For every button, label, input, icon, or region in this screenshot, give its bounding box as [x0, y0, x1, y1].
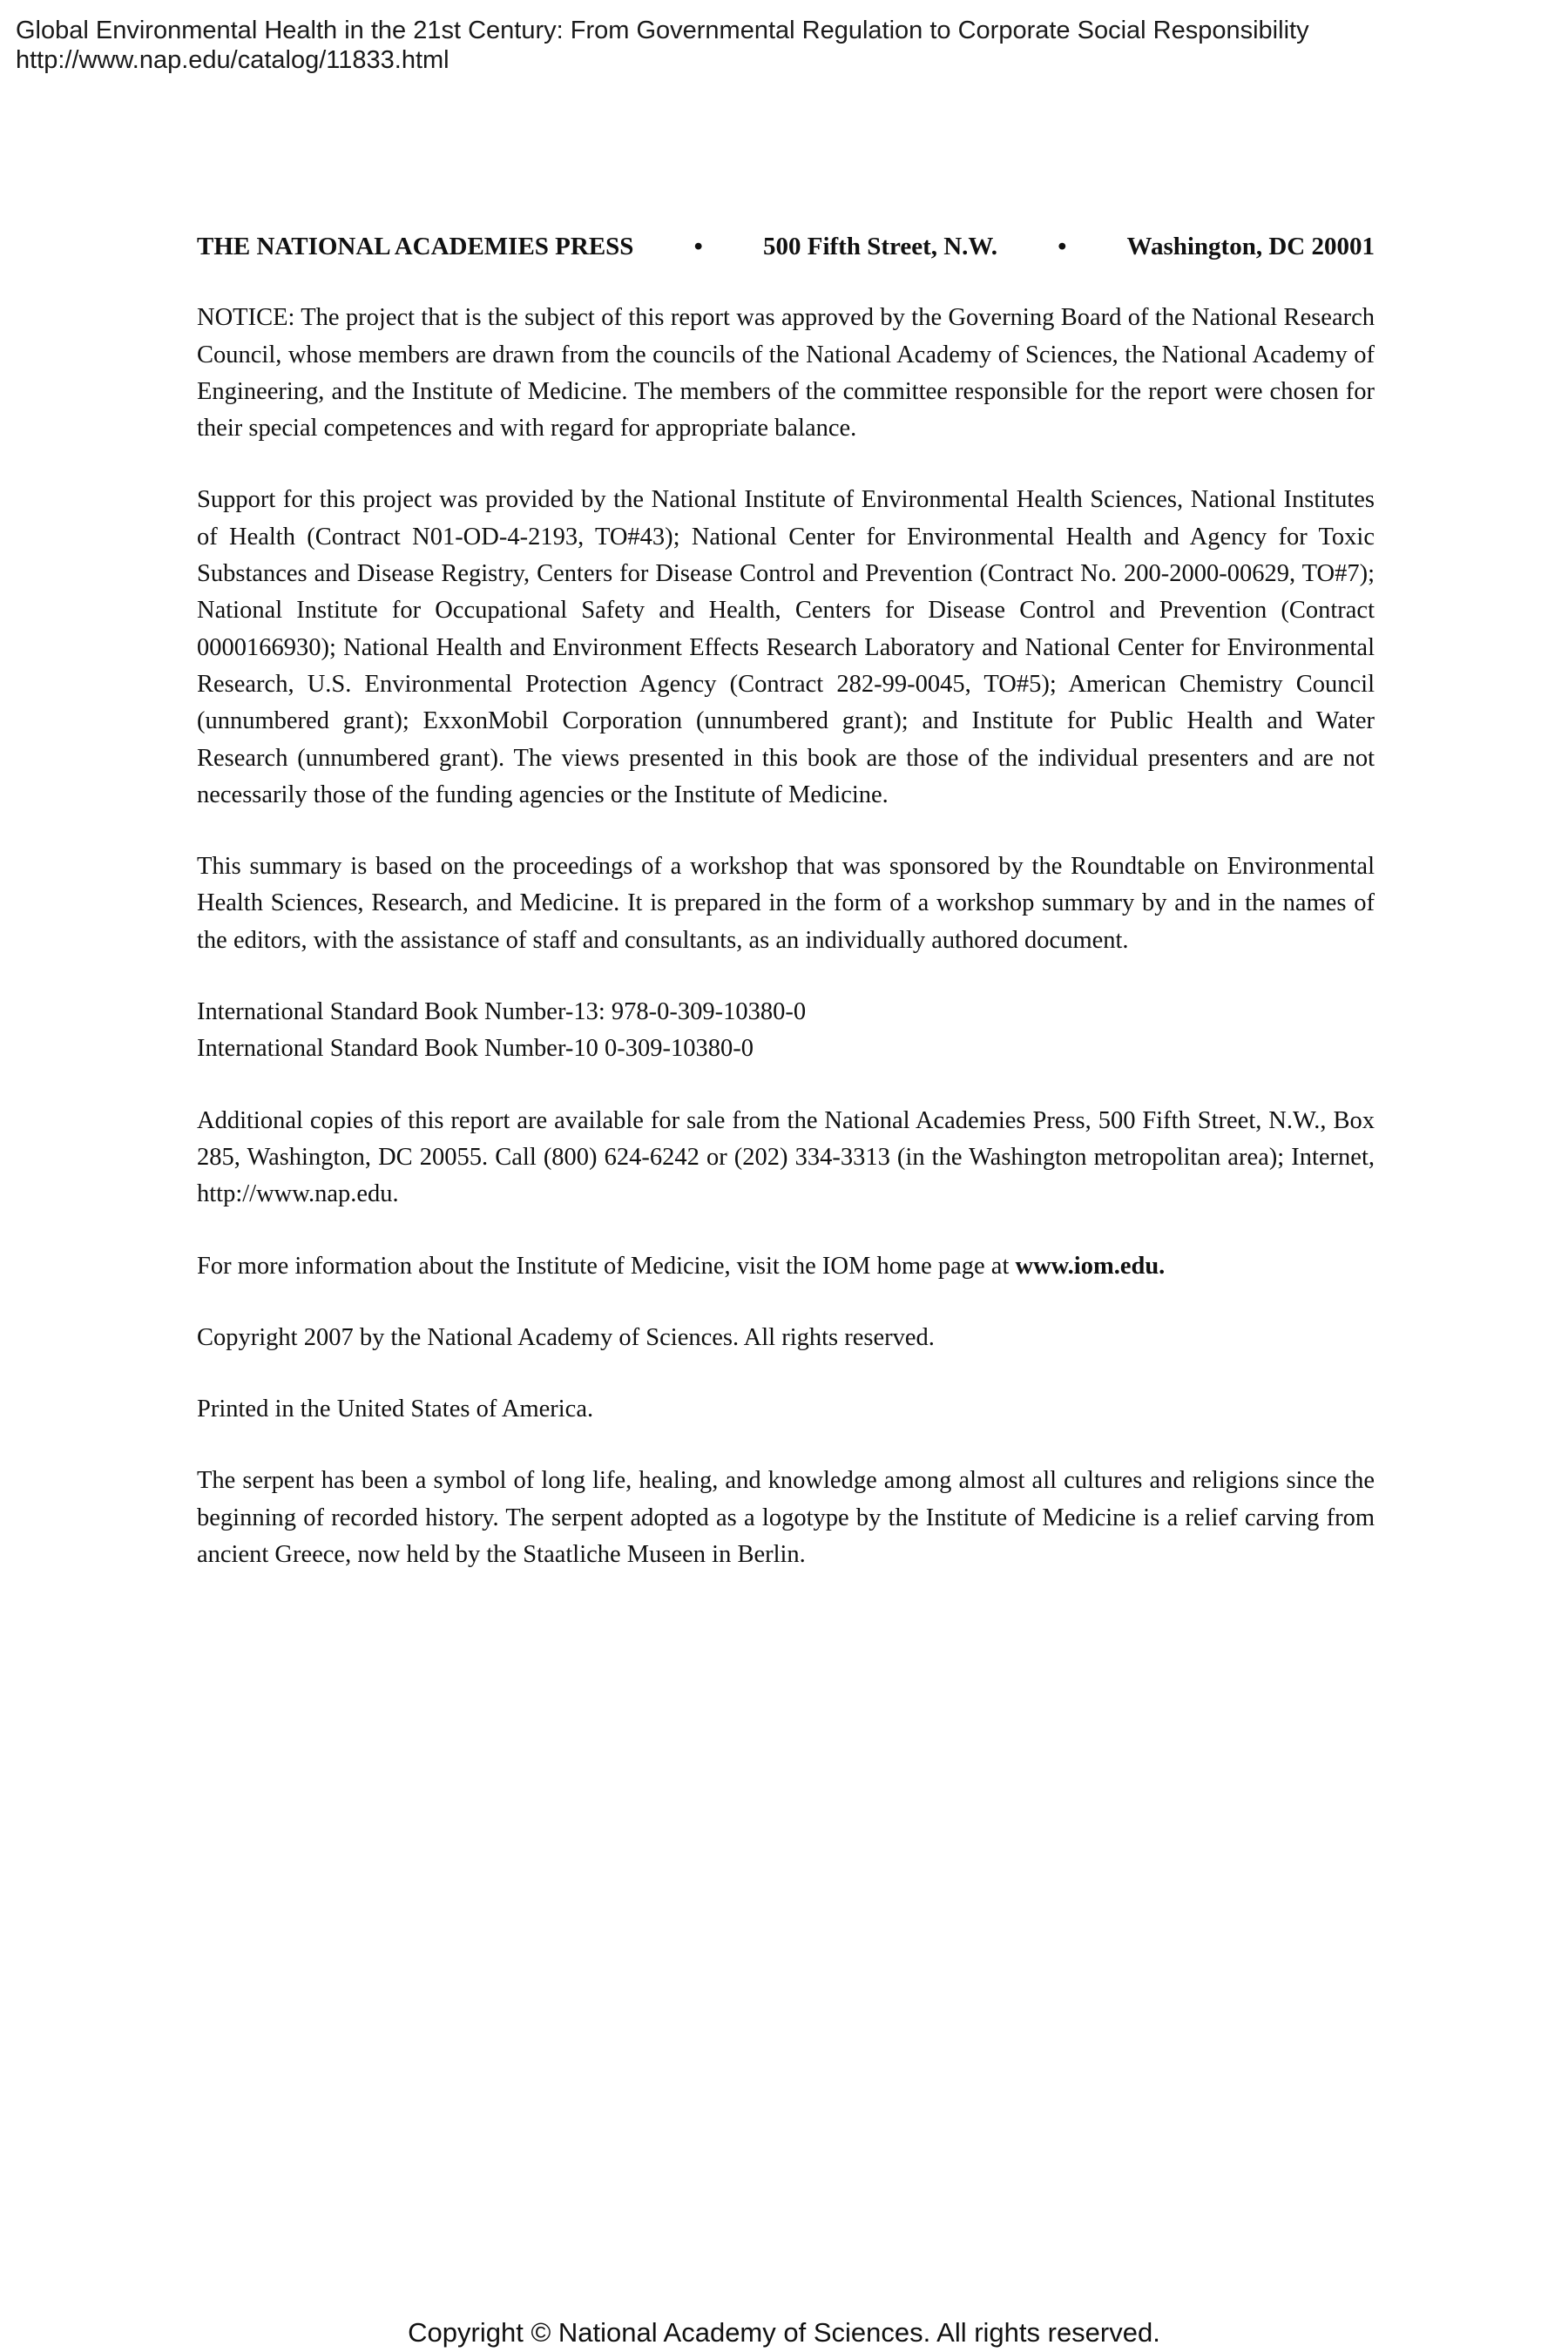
page-header	[16, 16, 1309, 75]
publisher-city: Washington, DC 20001	[1126, 233, 1375, 260]
iom-link[interactable]: www.iom.edu.	[1015, 1252, 1166, 1280]
separator-bullet: •	[693, 233, 703, 260]
serpent-paragraph: The serpent has been a symbol of long life, healing, and knowledge among almost all cultures and religions since the beginning of recorded history. The serpent adopted as a logotype by the Institute of Medicine is a relief carving from ancient Greece, now held by the Staatliche Museen in Berlin.	[197, 1467, 1375, 1569]
copyright-page-body	[197, 228, 1375, 1573]
support-paragraph: Support for this project was provided by the National Institute of Environmental Health Sciences, National Institutes of Health (Contract N01-OD-4-2193, TO#43); National Center for Environmental Health and Agency for Toxic Substances and Disease Registry, Centers for Disease Control and Prevention (Contract No. 200-2000-00629, TO#7); National Institute for Occupational Safety and Health, Centers for Disease Control and Prevention (Contract 0000166930); National Health and Environment Effects Research Laboratory and National Center for Environmental Research, U.S. Environmental Protection Agency (Contract 282-99-0045, TO#5); American Chemistry Council (unnumbered grant); ExxonMobil Corporation (unnumbered grant); and Institute for Public Health and Water Research (unnumbered grant). The views presented in this book are those of the individual presenters and are not necessarily those of the funding agencies or the Institute of Medicine.	[197, 486, 1375, 808]
separator-bullet: •	[1058, 233, 1067, 260]
isbn-13: International Standard Book Number-13: 978-0-309-10380-0	[197, 998, 807, 1026]
page-footer: Copyright © National Academy of Sciences. All rights reserved.	[408, 2317, 1160, 2348]
more-info-paragraph	[197, 1248, 1375, 1285]
isbn-10: International Standard Book Number-10 0-309-10380-0	[197, 1035, 754, 1063]
printed-statement: Printed in the United States of America.	[197, 1396, 594, 1423]
notice-paragraph: NOTICE: The project that is the subject of this report was approved by the Governing Board of the National Research Council, whose members are drawn from the councils of the National Academy of Sciences, the National Academy of Engineering, and the Institute of Medicine. The members of the committee responsible for the report were chosen for their special competences and with regard for appropriate balance.	[197, 304, 1375, 443]
copies-paragraph: Additional copies of this report are available for sale from the National Academies Press, 500 Fifth Street, N.W., Box 285, Washington, DC 20055. Call (800) 624-6242 or (202) 334-3313 (in the Washington metropolitan area); Internet, http://www.nap.edu.	[197, 1106, 1375, 1208]
book-title: Global Environmental Health in the 21st Century: From Governmental Regulation to Corporate Social Responsibility	[16, 17, 1309, 44]
publisher-name: THE NATIONAL ACADEMIES PRESS	[197, 233, 634, 260]
catalog-url[interactable]: http://www.nap.edu/catalog/11833.html	[16, 46, 449, 74]
summary-paragraph: This summary is based on the proceedings of a workshop that was sponsored by the Roundtable on Environmental Health Sciences, Research, and Medicine. It is prepared in the form of a workshop summary by and in the names of the editors, with the assistance of staff and consultants, as an individually authored document.	[197, 853, 1375, 954]
isbn-block	[197, 994, 1375, 1068]
copyright-statement: Copyright 2007 by the National Academy of Sciences. All rights reserved.	[197, 1323, 935, 1351]
more-info-text: For more information about the Institute of Medicine, visit the IOM home page at	[197, 1252, 1016, 1280]
publisher-line	[197, 228, 1375, 265]
publisher-address: 500 Fifth Street, N.W.	[762, 233, 998, 260]
